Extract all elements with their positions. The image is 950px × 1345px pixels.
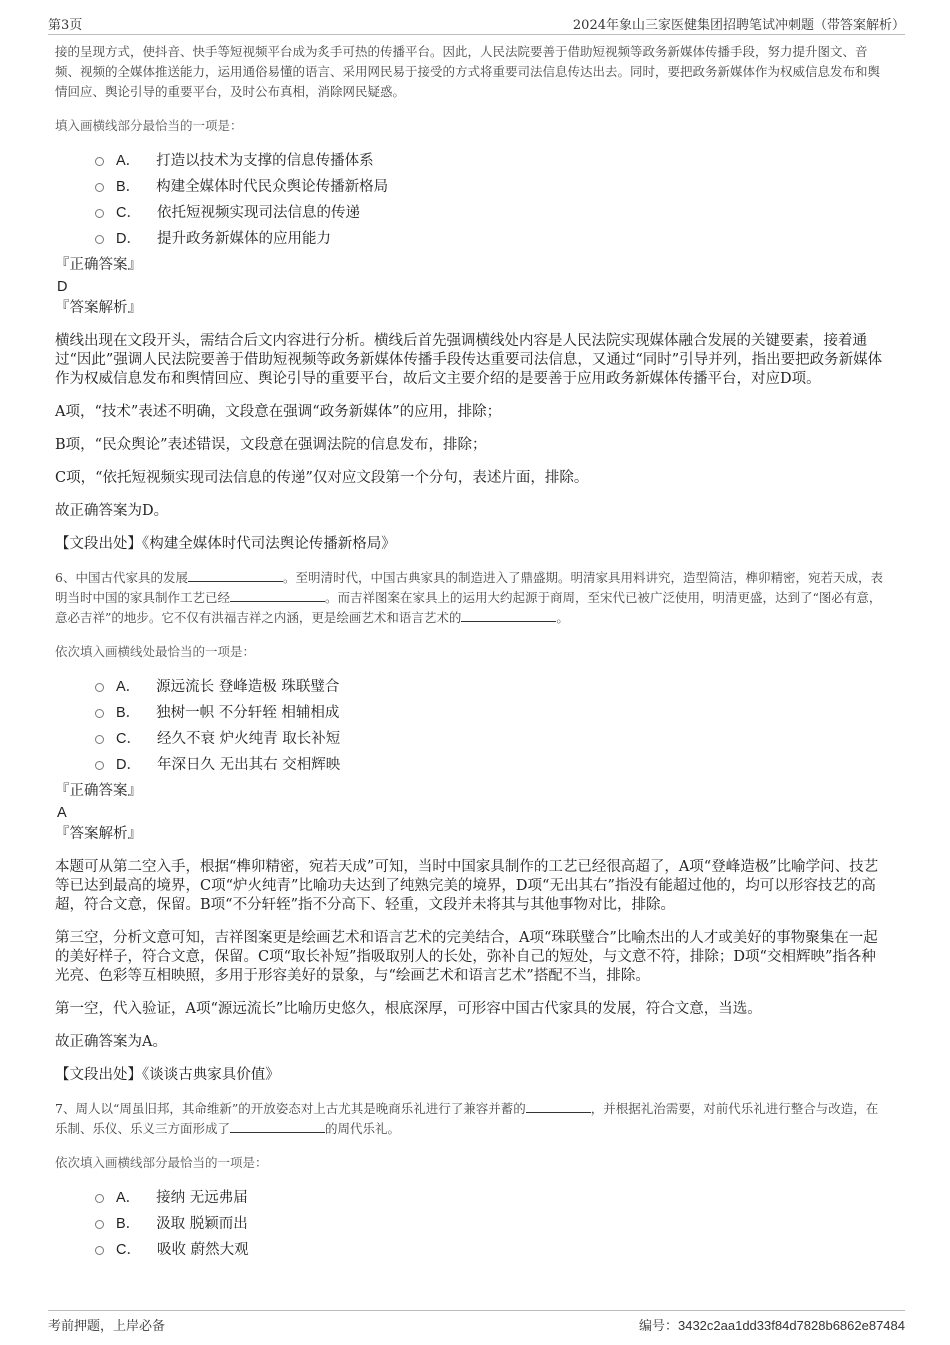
q6-analysis-label: 『答案解析』 <box>55 826 142 842</box>
q6-option-d[interactable]: D． 年深日久 无出其右 交相辉映 <box>95 750 887 776</box>
q6-options <box>95 672 887 776</box>
radio-icon[interactable] <box>95 235 104 244</box>
radio-icon[interactable] <box>95 183 104 192</box>
q5-option-a[interactable]: A． 打造以技术为支撑的信息传播体系 <box>95 146 887 172</box>
q6-answer: A <box>57 805 67 821</box>
radio-icon[interactable] <box>95 1246 104 1255</box>
q5-analysis-1: 横线出现在文段开头，需结合后文内容进行分析。横线后首先强调横线处内容是人民法院实现媒体融合发展的关键要素，接着通过“因此”强调人民法院要善于借助短视频等政务新媒体传播手段传达重要司法信息，又通过“同时”引导并列，指出要把政务新媒体作为权威信息发布和舆情回应、舆论引导的重要平台，故后文主要介绍的是要善于应用政务新媒体传播平台，对应D项。 <box>55 333 883 387</box>
q5-option-b[interactable]: B． 构建全媒体时代民众舆论传播新格局 <box>95 172 887 198</box>
q5-analysis-5: 故正确答案为D。 <box>55 503 169 519</box>
footer-slogan: 考前押题，上岸必备 <box>48 1319 166 1334</box>
q5-source: 【文段出处】《构建全媒体时代司法舆论传播新格局》 <box>55 536 396 552</box>
q5-option-c[interactable]: C． 依托短视频实现司法信息的传递 <box>95 198 887 224</box>
q6-stem: 6、中国古代家具的发展 。至明清时代，中国古典家具的制造进入了鼎盛期。明清家具用料讲究，造型简洁，榫卯精密，宛若天成，表明当时中国的家具制作工艺已经 。而吉祥图案在家具上的运用大约起源于商周，至宋代已被广泛使用，明清更盛，达到了“图必有意，意必吉祥”的地步。它不仅有洪福吉祥之内涵，更是绘画艺术和语言艺术的 。 <box>55 570 883 625</box>
page-footer <box>48 1310 905 1341</box>
q7-prompt: 依次填入画横线部分最恰当的一项是： <box>55 1155 268 1170</box>
radio-icon[interactable] <box>95 709 104 718</box>
q5-options <box>95 146 887 250</box>
radio-icon[interactable] <box>95 1194 104 1203</box>
q5-answer-label: 『正确答案』 <box>55 257 142 273</box>
q7-options <box>95 1183 887 1261</box>
radio-icon[interactable] <box>95 683 104 692</box>
blank-line <box>461 609 556 622</box>
q6-option-c[interactable]: C． 经久不衰 炉火纯青 取长补短 <box>95 724 887 750</box>
q5-option-d[interactable]: D． 提升政务新媒体的应用能力 <box>95 224 887 250</box>
q7-option-a[interactable]: A． 接纳 无远弗届 <box>95 1183 887 1209</box>
q5-prompt: 填入画横线部分最恰当的一项是： <box>55 118 243 133</box>
page-number: 第3页 <box>48 18 83 33</box>
blank-line <box>230 1120 325 1133</box>
q5-answer: D <box>57 279 68 295</box>
blank-line <box>526 1100 591 1113</box>
q5-analysis-3: B项，“民众舆论”表述错误，文段意在强调法院的信息发布，排除； <box>55 437 487 453</box>
q6-answer-label: 『正确答案』 <box>55 783 142 799</box>
q5-analysis-2: A项，“技术”表述不明确，文段意在强调“政务新媒体”的应用，排除； <box>55 404 502 420</box>
q6-source: 【文段出处】《谈谈古典家具价值》 <box>55 1067 280 1083</box>
radio-icon[interactable] <box>95 157 104 166</box>
q6-analysis-1: 本题可从第二空入手，根据“榫卯精密，宛若天成”可知，当时中国家具制作的工艺已经很高超了，A项“登峰造极”比喻学问、技艺等已达到最高的境界，C项“炉火纯青”比喻功夫达到了纯熟完美的境界，D项“无出其右”指没有能超过他的，均可以形容技艺的高超，符合文意，保留。B项“不分轩轾”指不分高下、轻重，文段并未将其与其他事物对比，排除。 <box>55 859 879 913</box>
document-title: 2024年象山三家医健集团招聘笔试冲刺题（带答案解析） <box>572 18 905 33</box>
radio-icon[interactable] <box>95 209 104 218</box>
q5-analysis-4: C项，“依托短视频实现司法信息的传递”仅对应文段第一个分句，表述片面，排除。 <box>55 470 589 486</box>
q5-passage: 接的呈现方式，使抖音、快手等短视频平台成为炙手可热的传播平台。因此，人民法院要善于借助短视频等政务新媒体传播手段，努力提升图文、音频、视频的全媒体推送能力，运用通俗易懂的语言、采用网民易于接受的方式将重要司法信息传达出去。同时，要把政务新媒体作为权威信息发布和舆情回应、舆论引导的重要平台，及时公布真相，消除网民疑惑。 <box>55 44 881 99</box>
q6-analysis-4: 故正确答案为A。 <box>55 1034 167 1050</box>
blank-line <box>188 569 283 582</box>
document-code: 编号：3432c2aa1dd33f84d7828b6862e87484 <box>638 1318 905 1334</box>
q6-analysis-3: 第一空，代入验证，A项“源远流长”比喻历史悠久，根底深厚，可形容中国古代家具的发展，符合文意，当选。 <box>55 1001 762 1017</box>
page-header <box>48 12 905 35</box>
q5-analysis-label: 『答案解析』 <box>55 300 142 316</box>
q6-option-b[interactable]: B． 独树一帜 不分轩轾 相辅相成 <box>95 698 887 724</box>
q6-prompt: 依次填入画横线处最恰当的一项是： <box>55 644 256 659</box>
q6-option-a[interactable]: A． 源远流长 登峰造极 珠联璧合 <box>95 672 887 698</box>
q7-stem: 7、周人以“周虽旧邦，其命维新”的开放姿态对上古尤其是晚商乐礼进行了兼容并蓄的 ，并根据礼治需要，对前代乐礼进行整合与改造，在乐制、乐仪、乐义三方面形成了 的周代乐礼。 <box>55 1101 879 1136</box>
document-body <box>55 42 887 1267</box>
radio-icon[interactable] <box>95 735 104 744</box>
q7-option-b[interactable]: B． 汲取 脱颖而出 <box>95 1209 887 1235</box>
radio-icon[interactable] <box>95 761 104 770</box>
blank-line <box>230 589 325 602</box>
radio-icon[interactable] <box>95 1220 104 1229</box>
q7-option-c[interactable]: C． 吸收 蔚然大观 <box>95 1235 887 1261</box>
q6-analysis-2: 第三空，分析文意可知，吉祥图案更是绘画艺术和语言艺术的完美结合，A项“珠联璧合”比喻杰出的人才或美好的事物聚集在一起的美好样子，符合文意，保留。C项“取长补短”指吸取别人的长处，弥补自己的短处，与文意不符，排除；D项“交相辉映”指各种光亮、色彩等互相映照，多用于形容美好的景象，与“绘画艺术和语言艺术”搭配不当，排除。 <box>55 930 878 984</box>
